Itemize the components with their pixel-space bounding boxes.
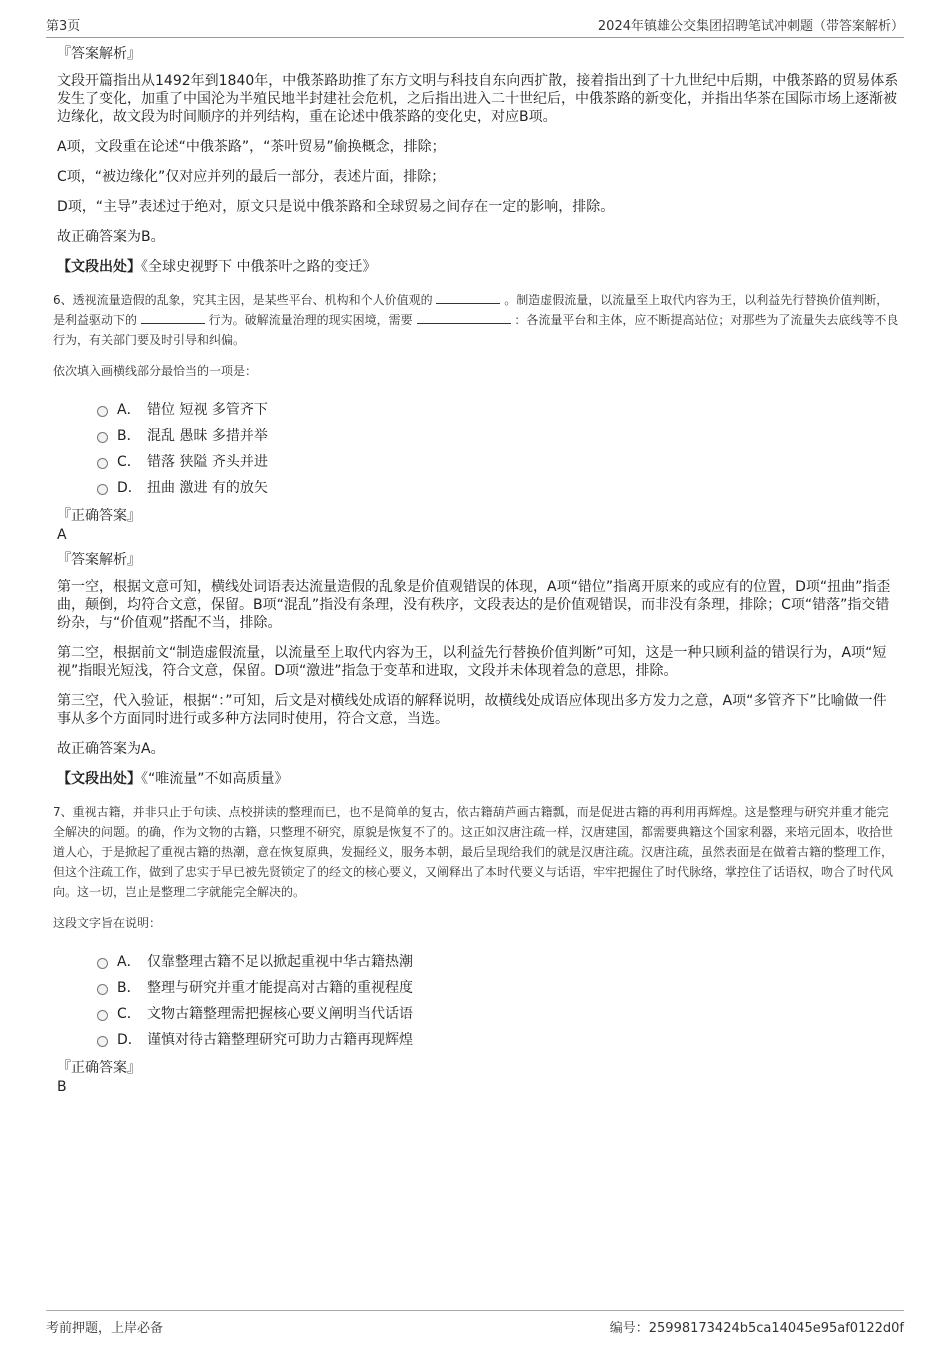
question-6-stem xyxy=(53,290,900,350)
radio-button-icon[interactable] xyxy=(97,484,108,495)
conclusion-paragraph: 故正确答案为B。 xyxy=(57,229,165,245)
source-citation xyxy=(57,770,900,788)
radio-button-icon[interactable] xyxy=(97,1036,108,1047)
option-text: 错落 狭隘 齐头并进 xyxy=(147,454,268,470)
source-title: 《全球史视野下 中俄茶叶之路的变迁》 xyxy=(141,259,377,275)
option-letter: C． xyxy=(117,454,141,470)
footer-slogan: 考前押题，上岸必备 xyxy=(46,1320,164,1336)
option-letter: B． xyxy=(117,428,141,444)
source-title: 《“唯流量”不如高质量》 xyxy=(141,771,289,787)
analysis-paragraph: 第一空，根据文意可知，横线处词语表达流量造假的乱象是价值观错误的体现，A项“错位”指离开原来的或应有的位置，D项“扭曲”指歪曲，颠倒，均符合文意，保留。B项“混乱”指没有条理，没有秩序，文段表达的是价值观错误，而非没有条理，排除；C项“错落”指交错纷杂，与“价值观”搭配不当，排除。 xyxy=(57,579,891,631)
analysis-paragraph: D项，“主导”表述过于绝对，原文只是说中俄茶路和全球贸易之间存在一定的影响，排除。 xyxy=(57,199,615,215)
correct-answer-heading: 『正确答案』 xyxy=(57,508,141,524)
radio-button-icon[interactable] xyxy=(97,1010,108,1021)
source-label: 【文段出处】 xyxy=(57,259,141,275)
question-7-prompt: 这段文字旨在说明： xyxy=(53,916,162,930)
option-letter: D． xyxy=(117,1032,142,1048)
question-text: ：各流量平台和主体，应不断提高站位；对那些为了流量失去底线等不良行为，有关部门要及时引导和纠偏。 xyxy=(53,313,899,347)
option-text: 整理与研究并重才能提高对古籍的重视程度 xyxy=(147,980,413,996)
analysis-paragraph: A项，文段重在论述“中俄茶路”，“茶叶贸易”偷换概念，排除； xyxy=(57,139,446,155)
document-id: 编号：25998173424b5ca14045e95af0122d0f xyxy=(609,1320,904,1336)
correct-answer-heading: 『正确答案』 xyxy=(57,1060,141,1076)
option-text: 混乱 愚昧 多措并举 xyxy=(147,428,268,444)
radio-button-icon[interactable] xyxy=(97,458,108,469)
option-c[interactable] xyxy=(97,448,900,474)
source-label: 【文段出处】 xyxy=(57,771,141,787)
radio-button-icon[interactable] xyxy=(97,432,108,443)
option-text: 文物古籍整理需把握核心要义阐明当代话语 xyxy=(147,1006,413,1022)
question-text: 6、透视流量造假的乱象，究其主因，是某些平台、机构和个人价值观的 xyxy=(53,293,433,307)
analysis-paragraph: 第三空，代入验证，根据“：”可知，后文是对横线处成语的解释说明，故横线处成语应体现出多方发力之意，A项“多管齐下”比喻做一件事从多个方面同时进行或多种方法同时使用，符合文意，当选。 xyxy=(57,693,887,727)
analysis-heading: 『答案解析』 xyxy=(57,552,141,568)
analysis-paragraph: 第二空，根据前文“制造虚假流量，以流量至上取代内容为王，以利益先行替换价值判断”可知，这是一种只顾利益的错误行为，A项“短视”指眼光短浅，符合文意，保留。D项“激进”指急于变革和进取，文段并未体现着急的意思，排除。 xyxy=(57,645,887,679)
option-a[interactable] xyxy=(97,396,900,422)
radio-button-icon[interactable] xyxy=(97,958,108,969)
correct-answer: A xyxy=(57,527,67,543)
correct-answer: B xyxy=(57,1079,67,1095)
radio-button-icon[interactable] xyxy=(97,406,108,417)
option-d[interactable] xyxy=(97,1026,900,1052)
fill-blank-2 xyxy=(141,311,205,324)
question-7-options xyxy=(97,948,900,1052)
analysis-paragraph: C项，“被边缘化”仅对应并列的最后一部分，表述片面，排除； xyxy=(57,169,446,185)
option-c[interactable] xyxy=(97,1000,900,1026)
analysis-heading: 『答案解析』 xyxy=(57,46,141,62)
option-text: 仅靠整理古籍不足以掀起重视中华古籍热潮 xyxy=(147,954,413,970)
option-text: 扭曲 激进 有的放矢 xyxy=(147,480,268,496)
question-6-prompt: 依次填入画横线部分最恰当的一项是： xyxy=(53,364,258,378)
option-letter: B． xyxy=(117,980,141,996)
question-text: 。制造虚假流量，以流量至上取代内容为王，以利益先行替换价值判断，是利益驱动下的 xyxy=(53,293,889,327)
option-text: 错位 短视 多管齐下 xyxy=(147,402,268,418)
option-text: 谨慎对待古籍整理研究可助力古籍再现辉煌 xyxy=(147,1032,413,1048)
page-content xyxy=(53,44,900,1102)
question-6-options xyxy=(97,396,900,500)
radio-button-icon[interactable] xyxy=(97,984,108,995)
question-7-stem: 7、重视古籍，并非只止于句读、点校拼读的整理而已，也不是简单的复古，依古籍葫芦画古籍瓢，而是促进古籍的再利用再辉煌。这是整理与研究并重才能完全解决的问题。的确，作为文物的古籍，只整理不研究，原貌是恢复不了的。这正如汉唐注疏一样，汉唐建国，都需要典籍这个国家利器，来培元固本，收拾世道人心，于是掀起了重视古籍的热潮，意在恢复原典，发掘经义，服务本朝，最后呈现给我们的就是汉唐注疏。汉唐注疏，虽然表面是在做着古籍的整理工作，但这个注疏工作，做到了忠实于早已被先贤锁定了的经文的核心要义，又阐释出了本时代要义与话语，牢牢把握住了时代脉络，掌控住了话语权，吻合了时代风向。这一切，岂止是整理二字就能完全解决的。 xyxy=(53,805,894,899)
document-title: 2024年镇雄公交集团招聘笔试冲刺题（带答案解析） xyxy=(597,19,904,34)
fill-blank-1 xyxy=(436,291,500,304)
page-header xyxy=(46,14,904,38)
option-letter: D． xyxy=(117,480,142,496)
option-a[interactable] xyxy=(97,948,900,974)
page-footer xyxy=(46,1310,904,1337)
option-b[interactable] xyxy=(97,422,900,448)
option-d[interactable] xyxy=(97,474,900,500)
option-b[interactable] xyxy=(97,974,900,1000)
question-text: 行为。破解流量治理的现实困境，需要 xyxy=(208,313,413,327)
source-citation xyxy=(57,258,900,276)
option-letter: A． xyxy=(117,402,141,418)
page-number: 第3页 xyxy=(46,19,81,34)
option-letter: A． xyxy=(117,954,141,970)
conclusion-paragraph: 故正确答案为A。 xyxy=(57,741,165,757)
analysis-paragraph: 文段开篇指出从1492年到1840年，中俄茶路助推了东方文明与科技自东向西扩散，接着指出到了十九世纪中后期，中俄茶路的贸易体系发生了变化，加重了中国沦为半殖民地半封建社会危机，之后指出进入二十世纪后，中俄茶路的新变化，并指出华茶在国际市场上逐渐被边缘化，故文段为时间顺序的并列结构，重在论述中俄茶路的变化史，对应B项。 xyxy=(57,73,899,125)
option-letter: C． xyxy=(117,1006,141,1022)
fill-blank-3 xyxy=(417,311,511,324)
